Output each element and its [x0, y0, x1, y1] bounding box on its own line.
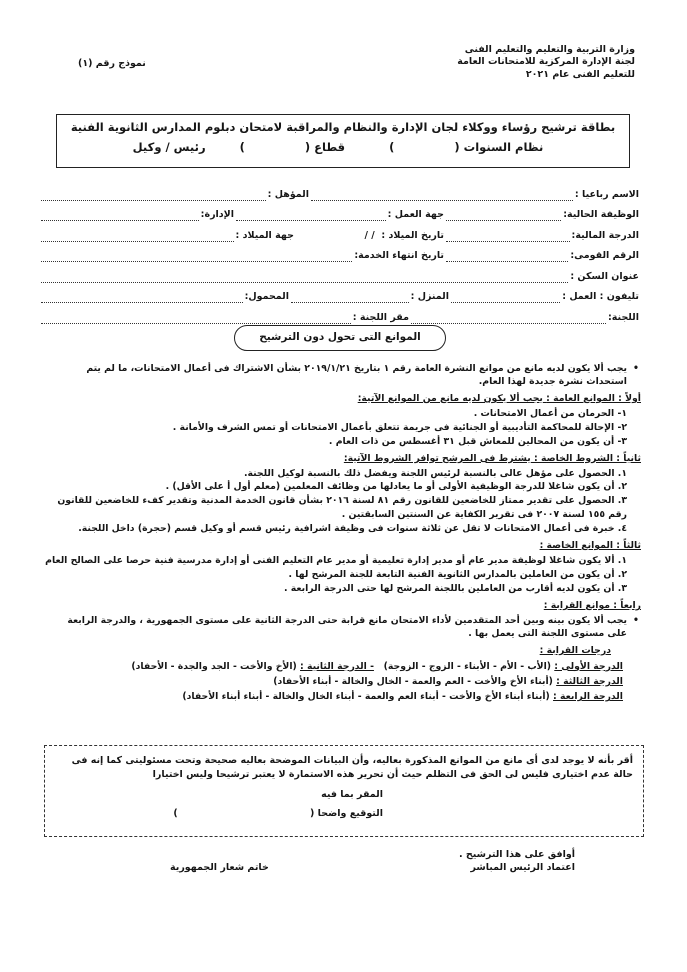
- kinship-obstacles-heading: رابعاً : موانع القرابة :: [543, 599, 641, 611]
- general-obstacle-item: ١- الحرمان من أعمال الامتحانات .: [473, 407, 627, 419]
- national-id-field[interactable]: الرقم القومى:: [444, 250, 639, 262]
- intro-paragraph: • يجب ألا يكون لديه مانع من موانع النشرة العامة رقم ١ بتاريخ ٢٠١٩/١/٢١ بشأن الاشتراك فى أعمال الامتحانات، ما لم يتم استحداث نشرة جديدة لهذا العام.: [45, 362, 641, 389]
- exam-year: للتعليم الفنى عام ٢٠٢١: [525, 68, 635, 80]
- sector-label: قطاع ( ): [239, 140, 346, 155]
- kinship-degree-3: الدرجة الثالثة : (أبناء الأخ والأخت - العم والعمة - الخال والخالة - أبناء الأحفاد): [273, 675, 623, 687]
- general-obstacle-item: ٣- أن يكون من المحالين للمعاش قبل ٣١ أغسطس من ذات العام .: [328, 435, 627, 447]
- signature-field[interactable]: التوقيع واضحا ( ): [173, 808, 383, 820]
- obstacles-banner: الموانع التى تحول دون الترشيح: [234, 325, 446, 351]
- form-title-box: [56, 114, 630, 168]
- job-field[interactable]: الوظيفة الحالية:: [444, 209, 639, 221]
- form-row-phone: [39, 283, 639, 304]
- kinship-degrees-heading: درجات القرابة :: [539, 644, 611, 656]
- republic-seal-label: خاتم شعار الجمهورية: [170, 862, 269, 873]
- birth-date-field[interactable]: تاريخ الميلاد : / /: [364, 229, 444, 241]
- committee-field[interactable]: اللجنة:: [409, 312, 639, 324]
- workplace-field[interactable]: جهة العمل :: [234, 209, 444, 221]
- work-phone-field[interactable]: تليفون : العمل :: [449, 291, 639, 303]
- form-row-grade: [39, 221, 639, 242]
- kinship-degree-4: الدرجة الرابعة : (أبناء أبناء الأخ والأخت - أبناء العم والعمة - أبناء الخال والخالة - أبناء أبناء الأحفاد): [182, 691, 623, 703]
- mobile-field[interactable]: المحمول:: [39, 291, 289, 303]
- form-row-national-id: [39, 242, 639, 263]
- special-obstacle-item: ٣. أن يكون لديه أقارب من العاملين باللجنة المرشح لها حتى الدرجة الرابعة .: [283, 582, 627, 594]
- form-title: بطاقة ترشيح رؤساء ووكلاء لجان الإدارة والنظام والمراقبة لامتحان دبلوم المدارس الثانوية الفنية: [70, 120, 616, 134]
- declarant-label: المقر بما فيه: [321, 788, 383, 800]
- declaration-text: أقر بأنه لا يوجد لدى أى مانع من الموانع المذكورة بعاليه، وأن البيانات الموضحة بعاليه صحيحة وتحت مسئوليتى كما إنه فى حالة عدم اختيارى فليس لى الحق فى التظلم حيث أن تحرير هذه الاستمارة لا يعتبر ترشيحا وليس اختيارا: [71, 755, 633, 780]
- conditions-section: [45, 362, 641, 705]
- kinship-paragraph: • يجب ألا يكون بينه وبين أحد المتقدمين لأداء الامتحان مانع قرابة حتى الدرجة الثانية على مستوى الجمهورية ، والدرجة الرابعة على مستوى اللجنة التى يعمل بها .: [45, 614, 641, 641]
- form-row-name: [39, 180, 639, 201]
- committee-hq-field[interactable]: مقر اللجنة :: [39, 312, 409, 324]
- qualification-field[interactable]: المؤهل :: [39, 189, 309, 201]
- kinship-degree-1-2: الدرجة الأولى : (الأب - الأم - الأبناء - الزوج - الزوجة) - الدرجة الثانية : (الأخ والأخت - الجد والجدة - الأحفاد): [131, 660, 623, 672]
- special-obstacle-item: ١. ألا يكون شاغلا لوظيفة مدير عام أو مدير إدارة تعليمية أو مدير عام التعليم الفنى أو إدارة مدرسية فنية حرصا على الصالح العام: [45, 555, 627, 567]
- special-condition-item: ٣. الحصول على تقدير ممتاز للخاضعين للقانون رقم ٨١ لسنة ٢٠١٦ بشأن قانون الخدمة المدنية وتقدير كفء للخاضعين للقانون رقم ١٥٥ لسنة ٢٠٠٧ فى تقرير الكفاية عن السنتين السابقتين .: [57, 495, 627, 521]
- home-phone-field[interactable]: المنزل :: [289, 291, 449, 303]
- special-obstacle-item: ٢. أن يكون من العاملين بالمدارس الثانوية الفنية التابعة للجنة المرشح لها .: [288, 569, 627, 580]
- declaration-box: [44, 745, 644, 837]
- model-number: نموذج رقم (١): [78, 58, 146, 69]
- system-years-label: نظام السنوات ( ): [389, 140, 544, 155]
- special-condition-item: ١. الحصول على مؤهل عالى بالنسبة لرئيس اللجنة ويفضل ذلك بالنسبة لوكيل اللجنة.: [243, 467, 627, 479]
- name-field[interactable]: الاسم رباعيا :: [309, 189, 639, 201]
- address-field[interactable]: عنوان السكن :: [39, 271, 639, 283]
- ministry-header: [405, 44, 635, 81]
- service-end-field[interactable]: تاريخ انتهاء الخدمة:: [39, 250, 444, 262]
- form-subtitle: [57, 140, 629, 154]
- ministry-name: وزارة التربية والتعليم والتعليم الفنى: [464, 44, 635, 55]
- supervisor-approval: [459, 848, 575, 875]
- supervisor-label: اعتماد الرئيس المباشر: [470, 862, 575, 874]
- special-obstacles-heading: ثالثاً : الموانع الخاصة :: [539, 540, 641, 552]
- special-condition-item: ٤. خبرة فى أعمال الامتحانات لا تقل عن ثلاثة سنوات فى وظيفة اشرافية رئيس قسم أو وكيل قسم (حجرة) داخل اللجنة.: [78, 523, 627, 535]
- administration-field[interactable]: الإدارة:: [39, 209, 234, 221]
- special-conditions-heading: ثانياً : الشروط الخاصة : يشترط فى المرشح توافر الشروط الآتية:: [343, 452, 641, 464]
- form-row-address: [39, 262, 639, 283]
- grade-field[interactable]: الدرجة المالية:: [444, 230, 639, 242]
- personal-data-form: [39, 180, 639, 324]
- approval-text: أوافق على هذا الترشيح .: [458, 849, 575, 860]
- general-obstacle-item: ٢- الإحالة للمحاكمة التأديبية أو الجنائية فى جريمة تتعلق بأعمال الامتحانات أو تمس الشرف والأمانة .: [172, 421, 627, 433]
- committee-name: لجنة الإدارة المركزية للامتحانات العامة: [457, 56, 635, 68]
- role-label: رئيس / وكيل: [132, 140, 206, 155]
- form-row-committee: [39, 303, 639, 324]
- form-row-job: [39, 201, 639, 222]
- general-obstacles-heading: أولاً : الموانع العامة : يجب ألا يكون لديه مانع من الموانع الآتية:: [357, 392, 641, 404]
- birth-place-field[interactable]: جهة الميلاد :: [39, 230, 294, 242]
- special-condition-item: ٢. أن يكون شاغلا للدرجة الوظيفية الأولى أو ما يعادلها من وظائف المعلمين (معلم أول أ على الأقل) .: [165, 481, 627, 493]
